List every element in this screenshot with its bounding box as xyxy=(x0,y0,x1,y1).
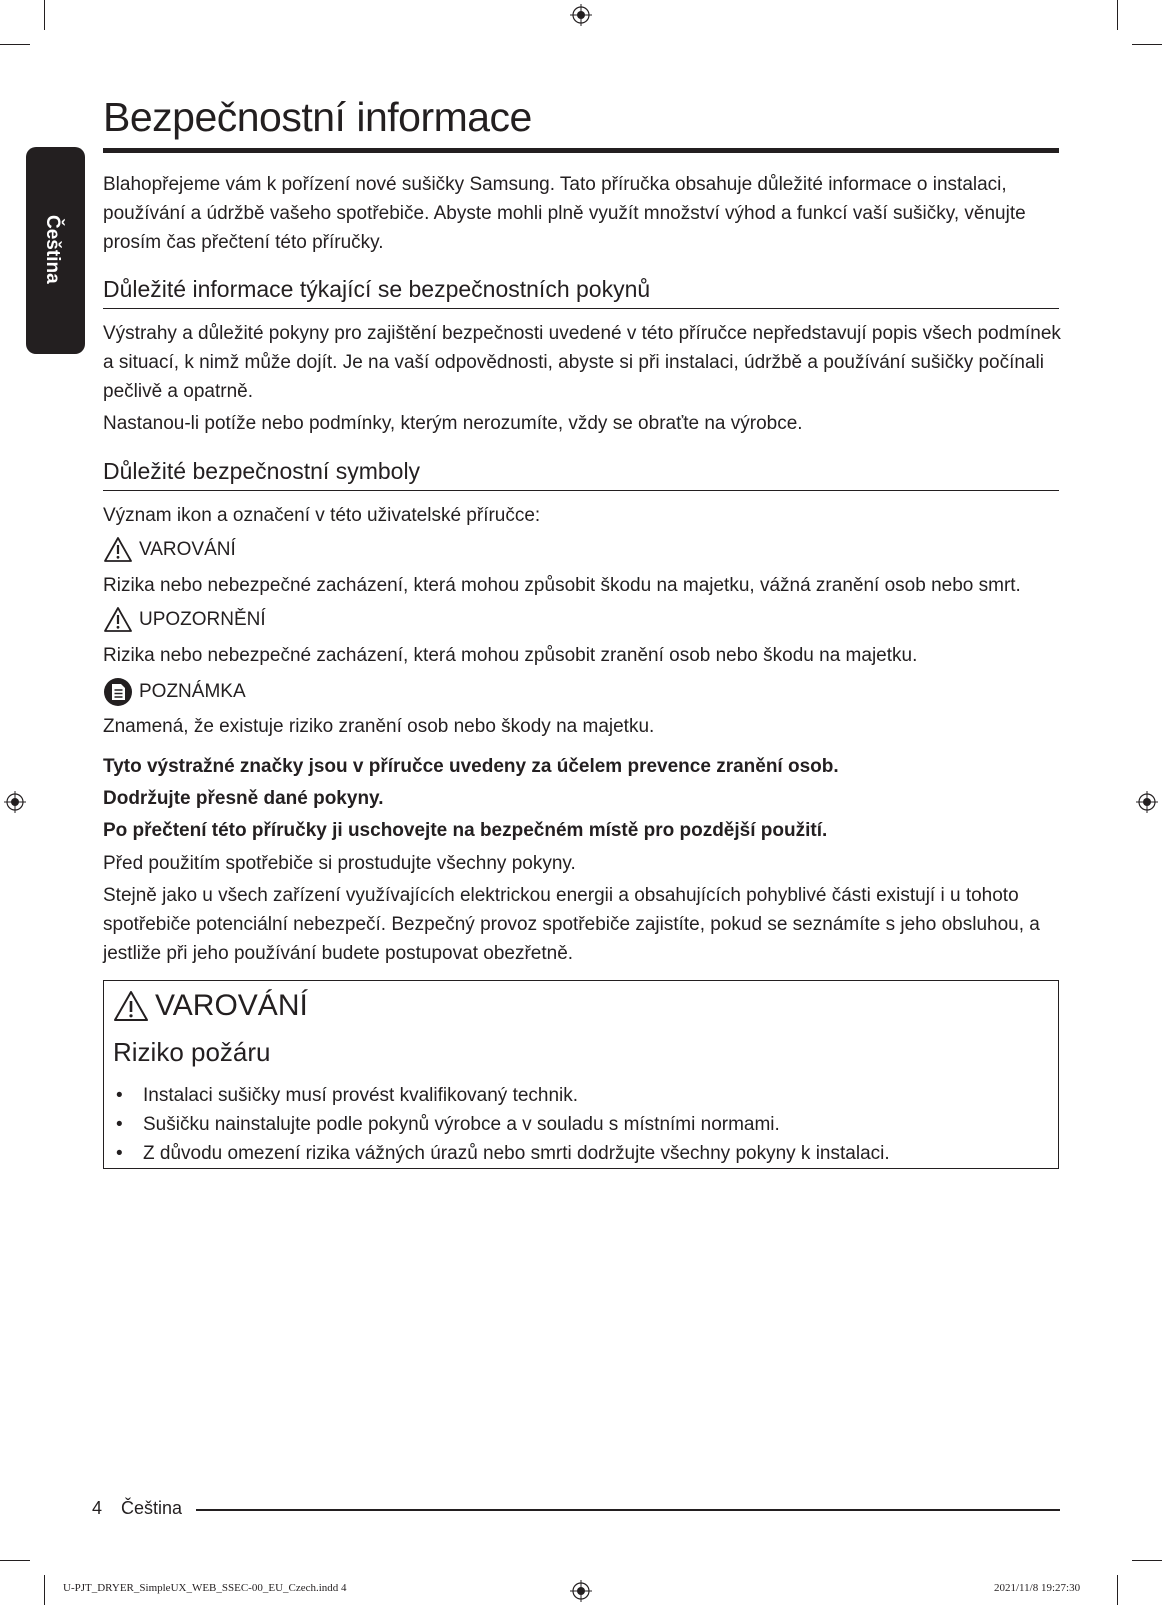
section-rule xyxy=(103,490,1059,491)
section-heading-safety-instructions: Důležité informace týkající se bezpečnostních pokynů xyxy=(103,276,651,302)
caution-triangle-icon xyxy=(103,606,133,633)
note-icon xyxy=(103,677,133,707)
registration-mark-icon xyxy=(1136,791,1158,813)
hazard-paragraph: Stejně jako u všech zařízení využívajících elektrickou energii a obsahujících pohyblivé části existují i u tohoto spotřebiče potenciální nebezpečí. Bezpečný provoz spotřebiče zajistíte, pokud se seznámíte s jeho obsluhou, a jestliže při jeho používání budete postupovat obezřetně. xyxy=(103,885,1040,964)
symbol-caution-description: Rizika nebo nebezpečné zacházení, která mohou způsobit zranění osob nebo škodu na majetku. xyxy=(103,645,918,666)
fire-risk-warning-box xyxy=(103,980,1059,1169)
crop-mark xyxy=(0,1560,30,1561)
crop-mark xyxy=(1117,0,1118,30)
title-rule xyxy=(103,148,1059,153)
symbol-warning xyxy=(103,536,236,563)
registration-mark-icon xyxy=(4,791,26,813)
warning-box-label: VAROVÁNÍ xyxy=(155,989,308,1022)
warning-triangle-icon xyxy=(113,990,149,1022)
symbols-lead-paragraph: Význam ikon a označení v této uživatelské příručce: xyxy=(103,505,541,526)
crop-mark xyxy=(44,1575,45,1605)
page-number: 4 xyxy=(92,1498,103,1518)
list-item: • Z důvodu omezení rizika vážných úrazů nebo smrti dodržujte všechny pokyny k instalaci. xyxy=(114,1139,890,1168)
symbol-warning-label: VAROVÁNÍ xyxy=(139,538,236,560)
registration-mark-icon xyxy=(570,1580,592,1602)
footer-language: Čeština xyxy=(121,1498,183,1518)
contact-manufacturer-paragraph: Nastanou-li potíže nebo podmínky, kterým nerozumíte, vždy se obraťte na výrobce. xyxy=(103,413,803,434)
symbol-note-label: POZNÁMKA xyxy=(139,681,246,702)
symbol-note xyxy=(103,677,246,707)
safety-instructions-paragraph: Výstrahy a důležité pokyny pro zajištění bezpečnosti uvedené v této příručce nepředstavují popis všech podmínek a situací, k nimž může dojít. Je na vaší odpovědnosti, abyste si při instalaci, údržbě a používání sušičky počínali pečlivě a opatrně. xyxy=(103,323,1061,402)
bold-notice: Tyto výstražné značky jsou v příručce uvedeny za účelem prevence zranění osob. xyxy=(103,756,839,777)
language-side-tab-label: Čeština xyxy=(42,215,63,284)
crop-mark xyxy=(1117,1575,1118,1605)
warning-triangle-icon xyxy=(103,536,133,563)
footer-rule xyxy=(196,1509,1060,1511)
crop-mark xyxy=(0,44,30,45)
warning-box-subtitle: Riziko požáru xyxy=(113,1037,271,1067)
slug-timestamp: 2021/11/8 19:27:30 xyxy=(994,1582,1081,1594)
slug-filename: U-PJT_DRYER_SimpleUX_WEB_SSEC-00_EU_Czech.indd 4 xyxy=(63,1582,347,1594)
bold-notice: Po přečtení této příručky ji uschovejte na bezpečném místě pro pozdější použití. xyxy=(103,820,828,841)
read-instructions-paragraph: Před použitím spotřebiče si prostudujte všechny pokyny. xyxy=(103,853,576,874)
crop-mark xyxy=(44,0,45,30)
crop-mark xyxy=(1132,1560,1162,1561)
bold-notice: Dodržujte přesně dané pokyny. xyxy=(103,788,384,809)
warning-box-list xyxy=(114,1081,890,1168)
symbol-caution-label: UPOZORNĚNÍ xyxy=(139,608,266,630)
page-title: Bezpečnostní informace xyxy=(103,94,532,140)
intro-paragraph: Blahopřejeme vám k pořízení nové sušičky Samsung. Tato příručka obsahuje důležité informace o instalaci, používání a údržbě vašeho spotřebiče. Abyste mohli plně využít množství výhod a funkcí vaší sušičky, věnujte prosím čas přečtení této příručky. xyxy=(103,174,1026,253)
warning-box-header xyxy=(113,989,308,1023)
section-rule xyxy=(103,308,1059,309)
crop-mark xyxy=(1132,44,1162,45)
section-heading-safety-symbols: Důležité bezpečnostní symboly xyxy=(103,458,421,484)
list-item: • Instalaci sušičky musí provést kvalifikovaný technik. xyxy=(114,1081,890,1110)
registration-mark-icon xyxy=(570,4,592,26)
symbol-note-description: Znamená, že existuje riziko zranění osob nebo škody na majetku. xyxy=(103,716,655,737)
symbol-caution xyxy=(103,606,266,633)
list-item: • Sušičku nainstalujte podle pokynů výrobce a v souladu s místními normami. xyxy=(114,1110,890,1139)
symbol-warning-description: Rizika nebo nebezpečné zacházení, která mohou způsobit škodu na majetku, vážná zranění osob nebo smrt. xyxy=(103,575,1021,596)
